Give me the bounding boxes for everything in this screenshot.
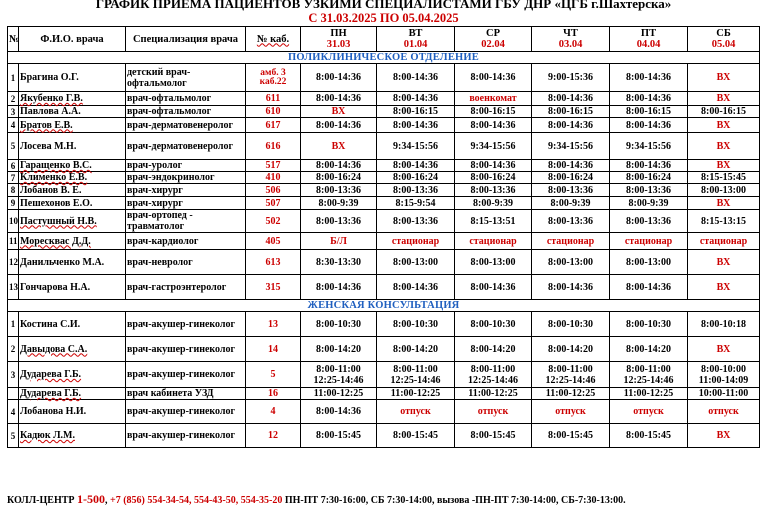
table-row xyxy=(8,184,760,197)
header-row xyxy=(8,27,760,52)
schedule-cell-fri: 8:00-14:36 xyxy=(610,160,688,172)
schedule-cell-tue: 8:00-14:36 xyxy=(377,160,455,172)
schedule-cell-mon: 8:00-9:39 xyxy=(301,197,377,210)
table-row xyxy=(8,172,760,184)
schedule-cell-tue: 8:00-16:24 xyxy=(377,172,455,184)
schedule-cell-mon: 8:00-14:36 xyxy=(301,64,377,92)
schedule-cell-wed: 8:00-14:36 xyxy=(455,275,532,300)
schedule-cell-sat: ВХ xyxy=(688,250,760,275)
row-number: 5 xyxy=(8,133,19,160)
schedule-cell-fri: 8:00-14:36 xyxy=(610,92,688,106)
schedule-cell-thu: стационар xyxy=(532,233,610,250)
row-number: 1 xyxy=(8,312,19,337)
table-row xyxy=(8,388,760,400)
schedule-cell-tue: 8:00-14:20 xyxy=(377,337,455,362)
doctor-name xyxy=(19,275,126,300)
schedule-cell-tue: отпуск xyxy=(377,400,455,424)
section-title-women: ЖЕНСКАЯ КОНСУЛЬТАЦИЯ xyxy=(8,300,760,312)
doctor-name-text: Давыдова С.А. xyxy=(20,343,88,355)
schedule-cell-mon: 8:00-14:20 xyxy=(301,337,377,362)
table-row xyxy=(8,92,760,106)
schedule-cell-sat: 8:15-13:15 xyxy=(688,210,760,233)
schedule-cell-sat: 8:00-10:00 11:00-14:09 xyxy=(688,362,760,388)
schedule-cell-wed: 8:00-16:15 xyxy=(455,106,532,118)
schedule-cell-tue: 8:00-13:36 xyxy=(377,184,455,197)
schedule-cell-thu: 11:00-12:25 xyxy=(532,388,610,400)
row-number: 10 xyxy=(8,210,19,233)
schedule-cell-tue: 8:00-11:00 12:25-14:46 xyxy=(377,362,455,388)
schedule-cell-thu: 9:00-15:36 xyxy=(532,64,610,92)
table-row xyxy=(8,312,760,337)
cabinet-number: 616 xyxy=(246,133,301,160)
schedule-cell-sat: 8:15-15:45 xyxy=(688,172,760,184)
schedule-cell-fri: 8:00-14:36 xyxy=(610,64,688,92)
cabinet-number: 4 xyxy=(246,400,301,424)
schedule-cell-wed: 8:15-13:51 xyxy=(455,210,532,233)
schedule-cell-fri: 8:00-14:20 xyxy=(610,337,688,362)
row-number: 8 xyxy=(8,184,19,197)
schedule-cell-tue: 8:00-14:36 xyxy=(377,275,455,300)
schedule-cell-sat: ВХ xyxy=(688,133,760,160)
row-number: 2 xyxy=(8,337,19,362)
schedule-cell-tue: 8:15-9:54 xyxy=(377,197,455,210)
cabinet-number: амб. 3 каб.22 xyxy=(246,64,301,92)
table-row xyxy=(8,337,760,362)
schedule-cell-tue: 8:00-16:15 xyxy=(377,106,455,118)
schedule-cell-tue: 8:00-10:30 xyxy=(377,312,455,337)
cabinet-number: 610 xyxy=(246,106,301,118)
doctor-name-text: Гончарова Н.А. xyxy=(20,281,91,293)
schedule-cell-fri: 8:00-11:00 12:25-14:46 xyxy=(610,362,688,388)
schedule-cell-fri: 8:00-9:39 xyxy=(610,197,688,210)
schedule-cell-wed: 8:00-13:36 xyxy=(455,184,532,197)
cabinet-number: 5 xyxy=(246,362,301,388)
schedule-cell-sat: 10:00-11:00 xyxy=(688,388,760,400)
doctor-name-text: Кадюк Л.М. xyxy=(20,430,75,441)
schedule-cell-mon: 8:00-13:36 xyxy=(301,210,377,233)
period-subtitle: С 31.03.2025 ПО 05.04.2025 xyxy=(308,11,459,25)
schedule-cell-mon: 8:00-14:36 xyxy=(301,92,377,106)
schedule-cell-wed: 8:00-14:36 xyxy=(455,118,532,133)
doctor-name-text: Брагина О.Г. xyxy=(20,72,79,83)
call-center-hours: ПН-ПТ 7:30-16:00, СБ 7:30-14:00, вызова -ПН-ПТ 7:30-14:00, СБ-7:30-13:00. xyxy=(284,495,626,506)
schedule-cell-mon: Б/Л xyxy=(301,233,377,250)
schedule-cell-thu: 8:00-13:36 xyxy=(532,184,610,197)
specialization: врач-ортопед - травматолог xyxy=(126,210,246,233)
doctor-name xyxy=(19,160,126,172)
schedule-cell-sat: стационар xyxy=(688,233,760,250)
cabinet-number: 14 xyxy=(246,337,301,362)
schedule-cell-mon: 8:00-13:36 xyxy=(301,184,377,197)
cabinet-number: 507 xyxy=(246,197,301,210)
row-number: 5 xyxy=(8,424,19,448)
row-number: 12 xyxy=(8,250,19,275)
cabinet-number: 611 xyxy=(246,92,301,106)
schedule-cell-tue: 8:00-15:45 xyxy=(377,424,455,448)
row-number: 3 xyxy=(8,362,19,388)
call-center-footer: КОЛЛ-ЦЕНТР 1-500, +7 (856) 554-34-54, 554-43-50, 554-35-20 ПН-ПТ 7:30-16:00, СБ 7:30-14:00, вызова -ПН-ПТ 7:30-14:00, СБ-7:30-13:00. xyxy=(7,492,626,506)
schedule-cell-fri: отпуск xyxy=(610,400,688,424)
schedule-cell-thu: 8:00-13:36 xyxy=(532,210,610,233)
table-row xyxy=(8,160,760,172)
call-center-label: КОЛЛ-ЦЕНТР xyxy=(7,495,75,506)
row-number: 4 xyxy=(8,400,19,424)
row-number: 1 xyxy=(8,64,19,92)
schedule-cell-tue: 8:00-14:36 xyxy=(377,64,455,92)
schedule-cell-fri: 8:00-14:36 xyxy=(610,275,688,300)
doctor-name xyxy=(19,337,126,362)
schedule-cell-sat: ВХ xyxy=(688,64,760,92)
header-day-sat: СБ 05.04 xyxy=(688,27,760,52)
specialization: врач-хирург xyxy=(126,197,246,210)
row-number xyxy=(8,388,19,400)
specialization: врач-акушер-гинеколог xyxy=(126,312,246,337)
row-number: 9 xyxy=(8,197,19,210)
doctor-name-text: Данильченко М.А. xyxy=(20,256,105,268)
schedule-cell-wed: военкомат xyxy=(455,92,532,106)
row-number: 13 xyxy=(8,275,19,300)
schedule-cell-thu: 8:00-15:45 xyxy=(532,424,610,448)
schedule-cell-thu: 8:00-14:36 xyxy=(532,275,610,300)
schedule-cell-tue: 8:00-13:36 xyxy=(377,210,455,233)
doctor-name-text: Моресквас Д.Д. xyxy=(20,235,91,247)
schedule-cell-fri: стационар xyxy=(610,233,688,250)
schedule-cell-thu: 8:00-14:36 xyxy=(532,92,610,106)
specialization: врач кабинета УЗД xyxy=(126,388,246,400)
specialization: врач-уролог xyxy=(126,160,246,172)
schedule-cell-mon: 8:30-13:30 xyxy=(301,250,377,275)
schedule-cell-tue: 11:00-12:25 xyxy=(377,388,455,400)
cabinet-number: 12 xyxy=(246,424,301,448)
schedule-cell-mon: 8:00-16:24 xyxy=(301,172,377,184)
schedule-cell-sat: ВХ xyxy=(688,275,760,300)
row-number: 3 xyxy=(8,106,19,118)
schedule-cell-tue: 8:00-13:00 xyxy=(377,250,455,275)
table-row xyxy=(8,210,760,233)
doctor-name-text: Пастушный Н.В. xyxy=(20,215,97,227)
cabinet-number: 502 xyxy=(246,210,301,233)
specialization: врач-акушер-гинеколог xyxy=(126,337,246,362)
schedule-cell-mon: 8:00-14:36 xyxy=(301,275,377,300)
schedule-cell-thu: 8:00-13:00 xyxy=(532,250,610,275)
schedule-cell-wed: 9:34-15:56 xyxy=(455,133,532,160)
schedule-cell-tue: 8:00-14:36 xyxy=(377,92,455,106)
row-number: 11 xyxy=(8,233,19,250)
header-day-fri: ПТ 04.04 xyxy=(610,27,688,52)
schedule-cell-mon: 8:00-14:36 xyxy=(301,160,377,172)
doctor-name xyxy=(19,424,126,448)
schedule-cell-wed: стационар xyxy=(455,233,532,250)
schedule-cell-mon: 11:00-12:25 xyxy=(301,388,377,400)
cabinet-number: 613 xyxy=(246,250,301,275)
table-row xyxy=(8,275,760,300)
doctor-name xyxy=(19,184,126,197)
schedule-cell-thu: 8:00-14:36 xyxy=(532,118,610,133)
schedule-cell-wed: 8:00-14:36 xyxy=(455,160,532,172)
specialization: врач-гастроэнтеролог xyxy=(126,275,246,300)
header-spec: Специализация врача xyxy=(126,27,246,52)
table-row xyxy=(8,400,760,424)
schedule-cell-mon: 8:00-14:36 xyxy=(301,118,377,133)
schedule-cell-wed: 8:00-14:36 xyxy=(455,64,532,92)
table-row xyxy=(8,118,760,133)
cabinet-number: 617 xyxy=(246,118,301,133)
schedule-cell-fri: 8:00-13:00 xyxy=(610,250,688,275)
page-title: ГРАФИК ПРИЕМА ПАЦИЕНТОВ УЗКИМИ СПЕЦИАЛИСТАМИ ГБУ ДНР «ЦГБ г.Шахтерска» xyxy=(95,0,672,11)
cabinet-number: 13 xyxy=(246,312,301,337)
specialization: врач-акушер-гинеколог xyxy=(126,400,246,424)
doctor-name-text: Братов Е.В. xyxy=(20,119,73,131)
doctor-name-text: Якубенко Г.В. xyxy=(20,93,83,104)
schedule-cell-thu: 8:00-11:00 12:25-14:46 xyxy=(532,362,610,388)
schedule-cell-fri: 8:00-16:15 xyxy=(610,106,688,118)
schedule-cell-fri: 8:00-13:36 xyxy=(610,210,688,233)
specialization: врач-дерматовенеролог xyxy=(126,133,246,160)
schedule-cell-mon: 8:00-14:36 xyxy=(301,400,377,424)
cabinet-number: 506 xyxy=(246,184,301,197)
call-center-number: 1-500 xyxy=(77,492,106,506)
schedule-cell-thu: 8:00-14:20 xyxy=(532,337,610,362)
doctor-name xyxy=(19,233,126,250)
doctor-name xyxy=(19,362,126,388)
doctor-name-text: Павлова А.А. xyxy=(20,106,81,117)
doctor-name xyxy=(19,92,126,106)
schedule-cell-thu: 8:00-9:39 xyxy=(532,197,610,210)
schedule-cell-thu: 8:00-10:30 xyxy=(532,312,610,337)
schedule-cell-wed: 8:00-9:39 xyxy=(455,197,532,210)
schedule-cell-fri: 8:00-15:45 xyxy=(610,424,688,448)
call-center-phones: +7 (856) 554-34-54, 554-43-50, 554-35-20 xyxy=(110,495,283,506)
schedule-cell-thu: 8:00-14:36 xyxy=(532,160,610,172)
schedule-cell-wed: отпуск xyxy=(455,400,532,424)
table-row xyxy=(8,106,760,118)
specialization: врач-эндокринолог xyxy=(126,172,246,184)
header-day-thu: ЧТ 03.04 xyxy=(532,27,610,52)
doctor-name-text: Лобанов В. Е. xyxy=(20,184,82,196)
header-day-mon: ПН 31.03 xyxy=(301,27,377,52)
doctor-name xyxy=(19,312,126,337)
row-number: 6 xyxy=(8,160,19,172)
header-kab: № каб. xyxy=(246,27,301,52)
doctor-name xyxy=(19,250,126,275)
header-num: № xyxy=(8,27,19,52)
table-row xyxy=(8,64,760,92)
specialization: врач-кардиолог xyxy=(126,233,246,250)
doctor-name xyxy=(19,400,126,424)
cabinet-number: 410 xyxy=(246,172,301,184)
schedule-cell-thu: 8:00-16:24 xyxy=(532,172,610,184)
schedule-cell-sat: 8:00-16:15 xyxy=(688,106,760,118)
specialization: врач-дерматовенеролог xyxy=(126,118,246,133)
schedule-cell-fri: 11:00-12:25 xyxy=(610,388,688,400)
schedule-table xyxy=(7,26,760,448)
schedule-cell-sat: 8:00-13:00 xyxy=(688,184,760,197)
doctor-name-text: Клименко Е.В. xyxy=(20,172,88,183)
row-number: 7 xyxy=(8,172,19,184)
schedule-cell-mon: 8:00-15:45 xyxy=(301,424,377,448)
schedule-cell-tue: стационар xyxy=(377,233,455,250)
schedule-cell-fri: 8:00-16:24 xyxy=(610,172,688,184)
schedule-cell-sat: ВХ xyxy=(688,118,760,133)
doctor-name xyxy=(19,172,126,184)
specialization: врач-хирург xyxy=(126,184,246,197)
schedule-cell-thu: 9:34-15:56 xyxy=(532,133,610,160)
table-row xyxy=(8,233,760,250)
schedule-cell-sat: 8:00-10:18 xyxy=(688,312,760,337)
cabinet-number: 16 xyxy=(246,388,301,400)
schedule-cell-fri: 9:34-15:56 xyxy=(610,133,688,160)
specialization: врач-акушер-гинеколог xyxy=(126,424,246,448)
table-row xyxy=(8,424,760,448)
schedule-cell-tue: 8:00-14:36 xyxy=(377,118,455,133)
section-title-poly: ПОЛИКЛИНИЧЕСКОЕ ОТДЕЛЕНИЕ xyxy=(8,52,760,64)
schedule-cell-fri: 8:00-10:30 xyxy=(610,312,688,337)
header-day-tue: ВТ 01.04 xyxy=(377,27,455,52)
schedule-cell-wed: 11:00-12:25 xyxy=(455,388,532,400)
specialization: врач-офтальмолог xyxy=(126,106,246,118)
schedule-cell-thu: 8:00-16:15 xyxy=(532,106,610,118)
schedule-cell-tue: 9:34-15:56 xyxy=(377,133,455,160)
doctor-name xyxy=(19,64,126,92)
schedule-cell-fri: 8:00-14:36 xyxy=(610,118,688,133)
doctor-name xyxy=(19,210,126,233)
doctor-name-text: Гаращенко В.С. xyxy=(20,160,92,171)
schedule-cell-wed: 8:00-13:00 xyxy=(455,250,532,275)
schedule-cell-sat: ВХ xyxy=(688,197,760,210)
schedule-cell-wed: 8:00-15:45 xyxy=(455,424,532,448)
cabinet-number: 315 xyxy=(246,275,301,300)
schedule-cell-wed: 8:00-16:24 xyxy=(455,172,532,184)
schedule-cell-thu: отпуск xyxy=(532,400,610,424)
doctor-name-text: Дударева Г.Б. xyxy=(20,388,82,399)
specialization: врач-невролог xyxy=(126,250,246,275)
doctor-name-text: Лосева М.Н. xyxy=(20,140,77,152)
schedule-cell-mon: 8:00-11:00 12:25-14:46 xyxy=(301,362,377,388)
schedule-body xyxy=(8,52,760,448)
doctor-name-text: Костина С.И. xyxy=(20,318,81,330)
row-number: 4 xyxy=(8,118,19,133)
doctor-name-text: Лобанова Н.И. xyxy=(20,406,87,417)
table-row xyxy=(8,133,760,160)
header-day-wed: СР 02.04 xyxy=(455,27,532,52)
doctor-name xyxy=(19,106,126,118)
doctor-name xyxy=(19,388,126,400)
doctor-name xyxy=(19,133,126,160)
doctor-name-text: Дударева Г.Б. xyxy=(20,369,82,380)
specialization: детский врач-офтальмолог xyxy=(126,64,246,92)
doctor-name-text: Пешехонов Е.О. xyxy=(20,197,93,209)
cabinet-number: 517 xyxy=(246,160,301,172)
schedule-cell-sat: ВХ xyxy=(688,424,760,448)
specialization: врач-акушер-гинеколог xyxy=(126,362,246,388)
section-women xyxy=(8,300,760,312)
schedule-cell-mon: ВХ xyxy=(301,133,377,160)
table-row xyxy=(8,250,760,275)
doctor-name xyxy=(19,118,126,133)
table-row xyxy=(8,362,760,388)
schedule-cell-wed: 8:00-11:00 12:25-14:46 xyxy=(455,362,532,388)
schedule-cell-sat: ВХ xyxy=(688,92,760,106)
doctor-name xyxy=(19,197,126,210)
section-poly xyxy=(8,52,760,64)
schedule-cell-sat: ВХ xyxy=(688,160,760,172)
cabinet-number: 405 xyxy=(246,233,301,250)
schedule-cell-wed: 8:00-14:20 xyxy=(455,337,532,362)
header-fio: Ф.И.О. врача xyxy=(19,27,126,52)
schedule-cell-mon: 8:00-10:30 xyxy=(301,312,377,337)
schedule-cell-sat: отпуск xyxy=(688,400,760,424)
schedule-cell-wed: 8:00-10:30 xyxy=(455,312,532,337)
schedule-cell-sat: ВХ xyxy=(688,337,760,362)
table-row xyxy=(8,197,760,210)
specialization: врач-офтальмолог xyxy=(126,92,246,106)
row-number: 2 xyxy=(8,92,19,106)
schedule-cell-fri: 8:00-13:36 xyxy=(610,184,688,197)
schedule-cell-mon: ВХ xyxy=(301,106,377,118)
